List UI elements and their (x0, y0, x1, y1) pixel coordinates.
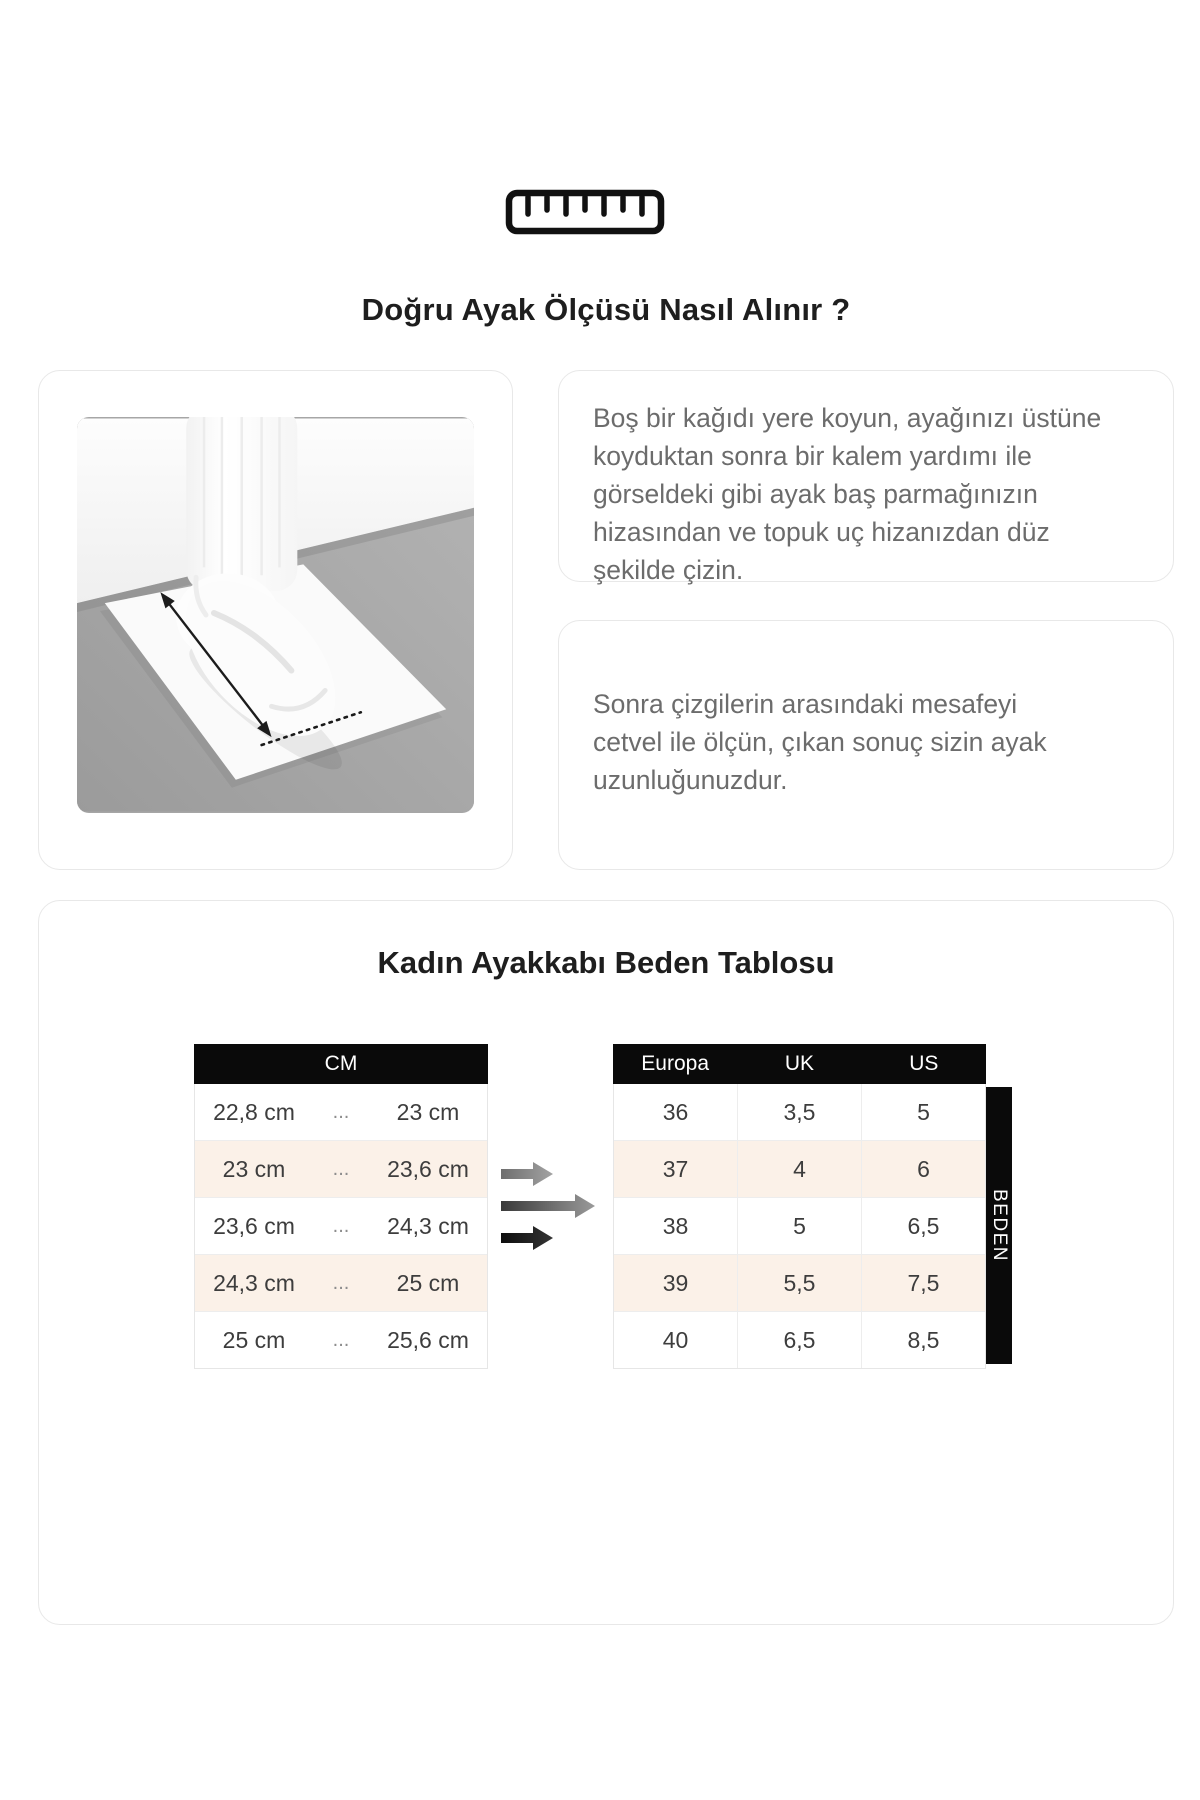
table-row (614, 1084, 985, 1140)
table-row (195, 1311, 487, 1368)
cm-max-cell: 24,3 cm (387, 1212, 469, 1239)
us-cell: 8,5 (861, 1312, 985, 1368)
instruction-step1-card (558, 370, 1174, 585)
cm-table-body (194, 1084, 488, 1369)
cm-min-cell: 22,8 cm (213, 1098, 295, 1125)
beden-side-bar (986, 1087, 1012, 1364)
table-row (614, 1197, 985, 1254)
range-dots: ... (332, 1214, 350, 1237)
table-row (195, 1197, 487, 1254)
instructions-row (38, 370, 1174, 870)
cm-min-cell: 25 cm (222, 1326, 286, 1353)
cm-max-cell: 25,6 cm (387, 1326, 469, 1353)
cm-table-header: CM (194, 1044, 488, 1084)
range-dots: ... (332, 1328, 350, 1351)
foot-measurement-photo (77, 417, 474, 813)
us-cell: 6 (861, 1141, 985, 1197)
us-cell: 5 (861, 1084, 985, 1140)
table-row (195, 1140, 487, 1197)
foot-photo-illustration (77, 417, 474, 813)
europa-cell: 40 (662, 1326, 689, 1353)
table-row (195, 1254, 487, 1311)
size-table-section (38, 900, 1174, 1625)
range-dots: ... (332, 1271, 350, 1294)
instruction-step2-text: Sonra çizgilerin arasındaki mesafeyi cetvel ile ölçün, çıkan sonuç sizin ayak uzunluğunuzdur. (593, 689, 1047, 795)
cm-range-table (194, 1044, 488, 1369)
europa-cell: 36 (662, 1098, 689, 1125)
ruler-icon (505, 189, 665, 235)
europa-cell: 38 (662, 1212, 689, 1239)
conversion-arrows-icon (497, 1159, 601, 1253)
header-europa: Europa (641, 1052, 710, 1075)
europa-cell: 37 (662, 1155, 689, 1182)
size-table-title: Kadın Ayakkabı Beden Tablosu (377, 945, 835, 980)
range-dots: ... (332, 1100, 350, 1123)
cm-min-cell: 23,6 cm (213, 1212, 295, 1239)
international-size-table (613, 1044, 986, 1369)
uk-cell: 3,5 (737, 1084, 861, 1140)
instruction-step2-card (558, 620, 1174, 870)
header-uk: UK (784, 1052, 815, 1075)
range-dots: ... (332, 1157, 350, 1180)
us-cell: 6,5 (861, 1198, 985, 1254)
uk-cell: 5,5 (737, 1255, 861, 1311)
uk-cell: 4 (737, 1141, 861, 1197)
table-row (195, 1084, 487, 1140)
uk-cell: 6,5 (737, 1312, 861, 1368)
instruction-step1-text: Boş bir kağıdı yere koyun, ayağınızı üstüne koyduktan sonra bir kalem yardımı ile görseldeki gibi ayak baş parmağınızın hizasından ve topuk uç hizanızdan düz şekilde çizin. (593, 403, 1102, 585)
uk-cell: 5 (737, 1198, 861, 1254)
cm-min-cell: 24,3 cm (213, 1269, 295, 1296)
cm-max-cell: 23 cm (396, 1098, 460, 1125)
size-table-body (613, 1084, 986, 1369)
measurement-photo-card (38, 370, 513, 870)
instruction-cards (558, 370, 1174, 870)
table-row (614, 1311, 985, 1368)
beden-label: BEDEN (989, 1189, 1010, 1262)
size-table-header-row (613, 1044, 986, 1084)
page-title: Doğru Ayak Ölçüsü Nasıl Alınır ? (361, 292, 851, 327)
ruler-icon-svg (505, 189, 665, 235)
table-row (614, 1254, 985, 1311)
table-row (614, 1140, 985, 1197)
europa-cell: 39 (662, 1269, 689, 1296)
us-cell: 7,5 (861, 1255, 985, 1311)
header-us: US (909, 1052, 939, 1075)
cm-min-cell: 23 cm (222, 1155, 286, 1182)
cm-max-cell: 23,6 cm (387, 1155, 469, 1182)
cm-max-cell: 25 cm (396, 1269, 460, 1296)
